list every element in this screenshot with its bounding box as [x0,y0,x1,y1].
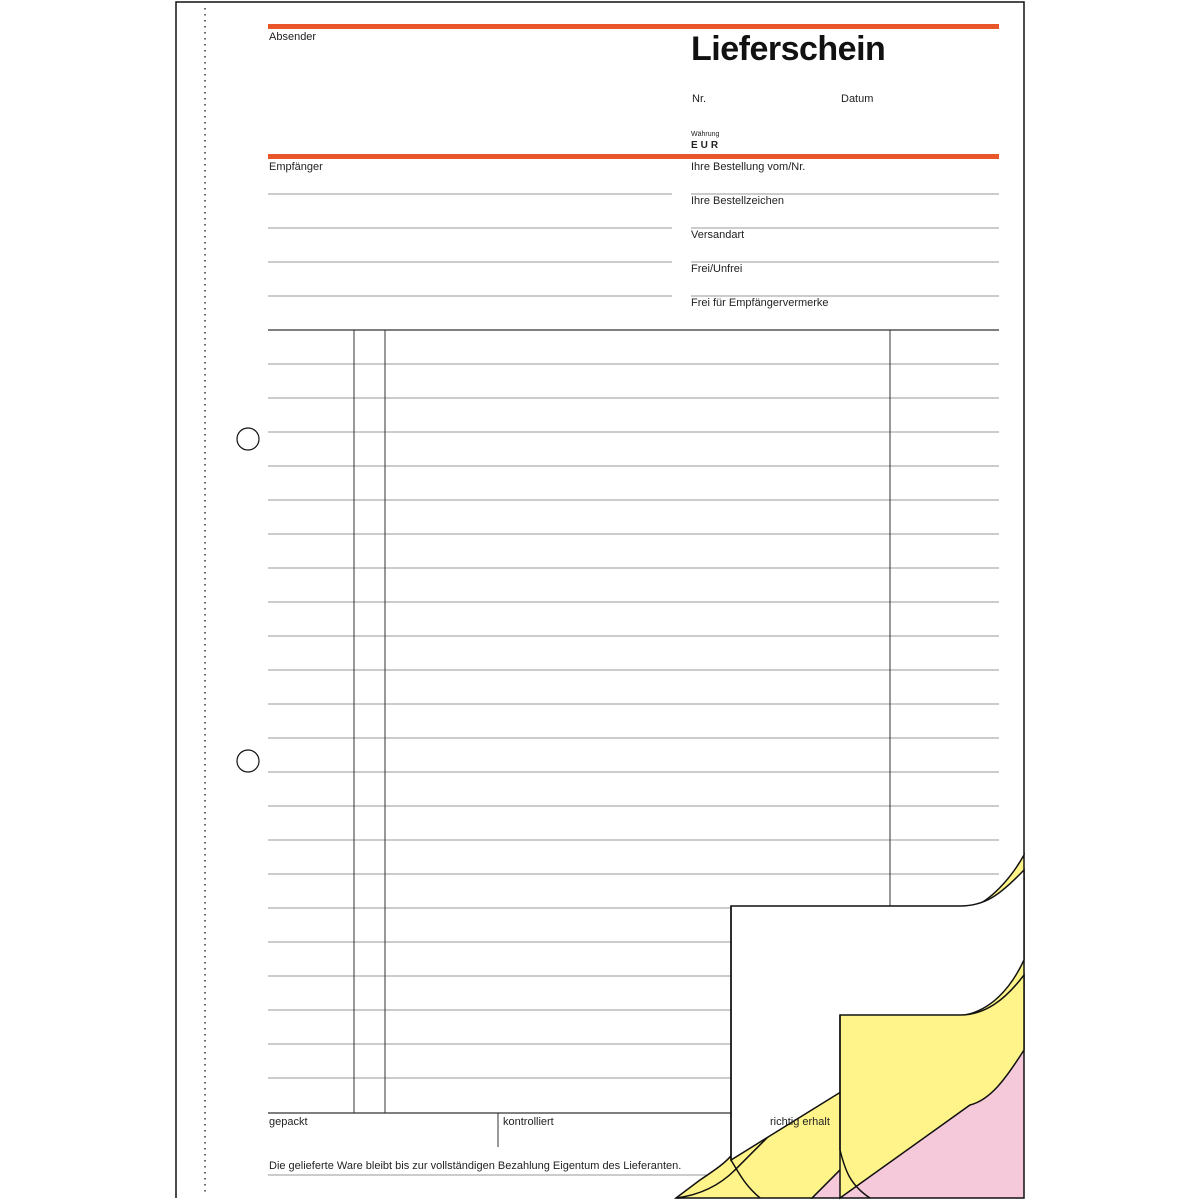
top-accent-bar [268,24,999,29]
punch-hole-bottom [237,750,259,772]
currency-label: Währung [691,131,720,138]
footer-checked-label: kontrolliert [503,1116,554,1128]
order-field-notes: Frei für Empfängervermerke [691,297,829,309]
middle-accent-bar [268,154,999,159]
recipient-label: Empfänger [269,161,323,173]
footer-packed-label: gepackt [269,1116,308,1128]
punch-hole-top [237,428,259,450]
recipient-lines [268,194,672,296]
date-label: Datum [841,93,874,105]
order-field-date-no: Ihre Bestellung vom/Nr. [691,161,806,173]
order-field-shipping: Versandart [691,229,745,241]
order-field-freight: Frei/Unfrei [691,263,743,275]
footer-received-label: richtig erhalt [770,1116,830,1128]
sender-label: Absender [269,31,317,43]
order-field-reference: Ihre Bestellzeichen [691,195,784,207]
number-label: Nr. [692,93,707,105]
order-field-lines [691,194,999,296]
ownership-disclaimer: Die gelieferte Ware bleibt bis zur vollständigen Bezahlung Eigentum des Lieferanten. [269,1160,682,1172]
currency-value: EUR [691,140,722,151]
form-title: Lieferschein [691,30,886,68]
